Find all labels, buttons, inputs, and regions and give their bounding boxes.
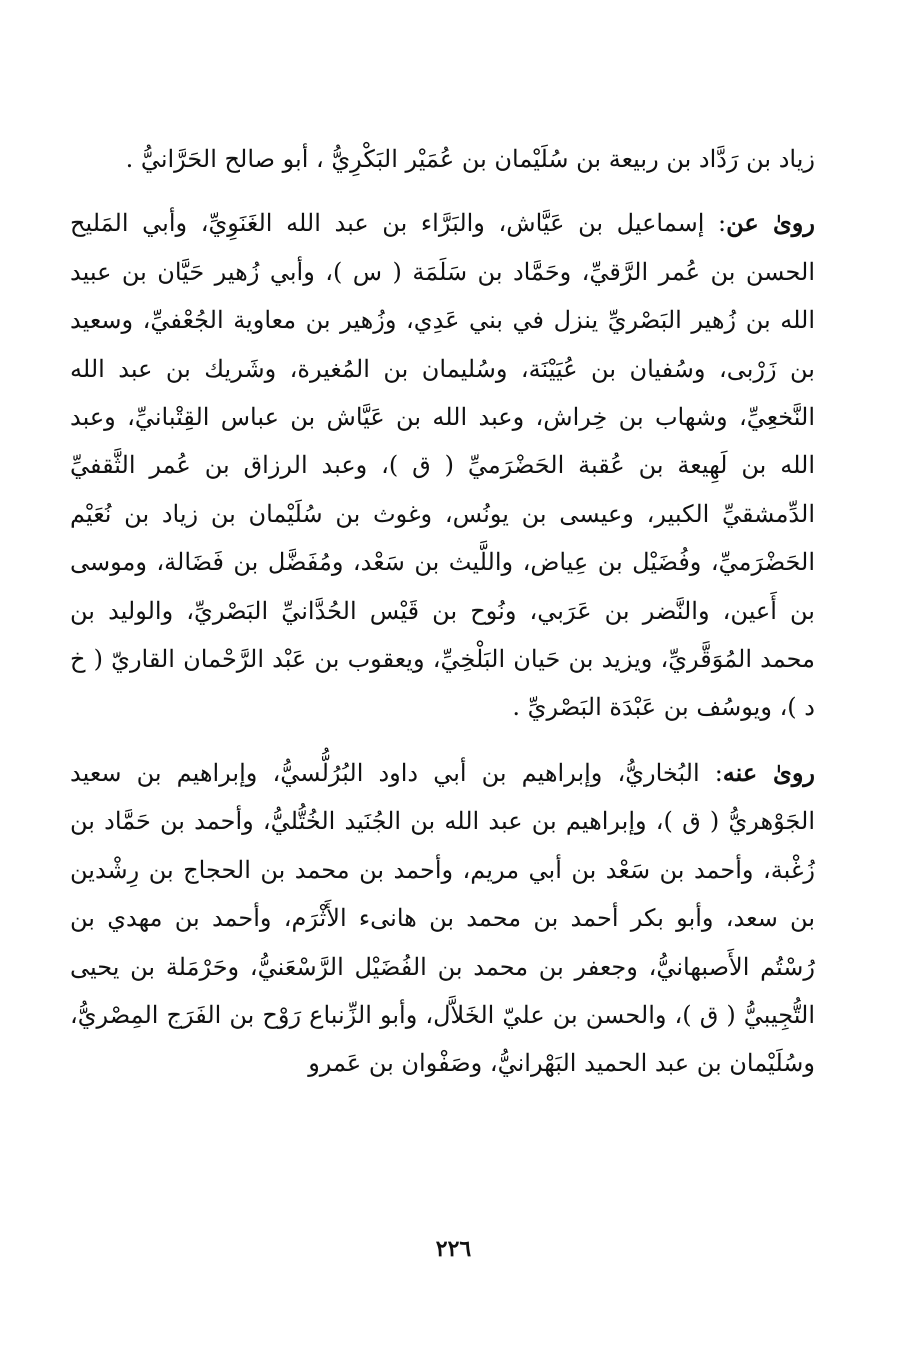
- narrated-by-label: روىٰ عنه: [722, 757, 816, 787]
- narrated-from-label: روىٰ عن: [726, 208, 815, 238]
- page-body: [70, 135, 815, 1088]
- narrated-by-text: : البُخاريُّ، وإبراهيم بن أبي داود البُرُلُّسيُّ، وإبراهيم بن سعيد الجَوْهريُّ ( ق )، وإبراهيم بن عبد الله بن الجُنَيد الخُتُّليُّ، وأحمد بن حَمَّاد بن زُغْبة، وأحمد بن سَعْد بن أبي مريم، وأحمد بن محمد بن الحجاج بن رِشْدين بن سعد، وأبو بكر أحمد بن محمد بن هانىء الأَثْرَم، وأحمد بن مهدي بن رُسْتُم الأَصبهانيُّ، وجعفر بن محمد بن الفُضَيْل الرَّسْعَنيُّ، وحَرْمَلة بن يحيى التُّجِيبيُّ ( ق )، والحسن بن عليّ الخَلاَّل، وأبو الزِّنباع رَوْح بن الفَرَج المِصْريُّ، وسُلَيْمان بن عبد الحميد البَهْرانيُّ، وصَفْوان بن عَمرو: [70, 758, 815, 1078]
- entry-heading-line: زياد بن رَدَّاد بن ربيعة بن سُلَيْمان بن عُمَيْر البَكْرِيُّ ، أبو صالح الحَرَّانيُّ .: [125, 145, 815, 173]
- narrated-by-paragraph: [70, 749, 815, 1088]
- narrated-from-text: : إسماعيل بن عَيَّاش، والبَرَّاء بن عبد الله الغَنَوِيِّ، وأبي المَليح الحسن بن عُمر الرَّقيِّ، وحَمَّاد بن سَلَمَة ( س )، وأبي زُهير حَيَّان بن عبيد الله بن زُهير البَصْريِّ ينزل في بني عَدِي، وزُهير بن معاوية الجُعْفيِّ، وسعيد بن زَرْبى، وسُفيان بن عُيَيْنَة، وسُليمان بن المُغيرة، وشَريك بن عبد الله النَّخعِيِّ، وشهاب بن خِراش، وعبد الله بن عَيَّاش بن عباس القِتْبانيِّ، وعبد الله بن لَهِيعة بن عُقبة الحَضْرَميِّ ( ق )، وعبد الرزاق بن عُمر الثَّقفيِّ الدِّمشقيِّ الكبير، وعيسى بن يونُس، وغوث بن سُلَيْمان بن زياد بن نُعَيْم الحَضْرَميِّ، وفُضَيْل بن عِياض، واللَّيث بن سَعْد، ومُفَضَّل بن فَضَالة، وموسى بن أَعين، والنَّضر بن عَرَبي، ونُوح بن قَيْس الحُدَّانيِّ البَصْريِّ، والوليد بن محمد المُوَقَّريِّ، ويزيد بن حَيان البَلْخِيِّ، ويعقوب بن عَبْد الرَّحْمان القاريّ ( خ د )، ويوسُف بن عَبْدَة البَصْريِّ .: [70, 209, 815, 722]
- narrated-from-paragraph: [70, 199, 815, 731]
- page-number: ٢٢٦: [435, 1236, 472, 1262]
